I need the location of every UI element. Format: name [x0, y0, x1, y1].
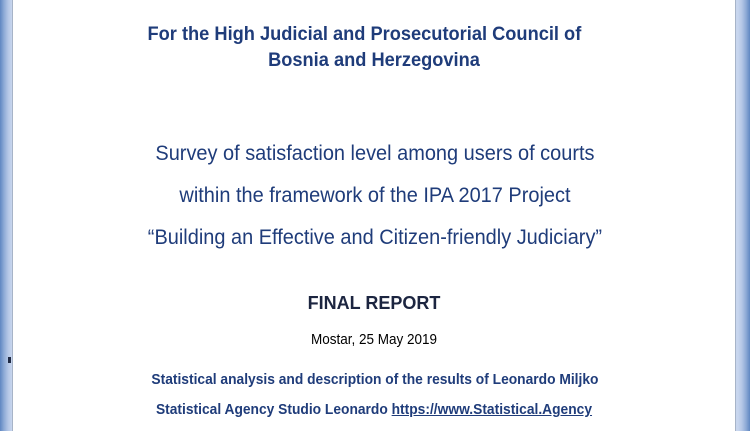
agency-credit	[42, 395, 706, 425]
margin-mark	[8, 357, 11, 363]
survey-title-line-2: within the framework of the IPA 2017 Project	[179, 184, 571, 207]
council-heading-line-1: For the High Judicial and Prosecutorial Council of	[147, 24, 582, 45]
council-heading	[27, 22, 720, 74]
survey-title-line-1: Survey of satisfaction level among users of courts	[155, 142, 595, 165]
survey-title	[31, 133, 717, 259]
document-page	[12, 0, 736, 431]
agency-name: Statistical Agency Studio Leonardo	[155, 401, 392, 418]
agency-link[interactable]: https://www.Statistical.Agency	[391, 401, 593, 418]
analysis-credit: Statistical analysis and description of the results of Leonardo Miljko	[151, 371, 599, 388]
council-heading-line-2: Bosnia and Herzegovina	[268, 50, 480, 71]
survey-title-line-3: “Building an Effective and Citizen-friendly Judiciary”	[147, 226, 603, 249]
credits	[42, 365, 706, 425]
report-date: Mostar, 25 May 2019	[310, 331, 438, 348]
report-title: FINAL REPORT	[307, 293, 441, 313]
